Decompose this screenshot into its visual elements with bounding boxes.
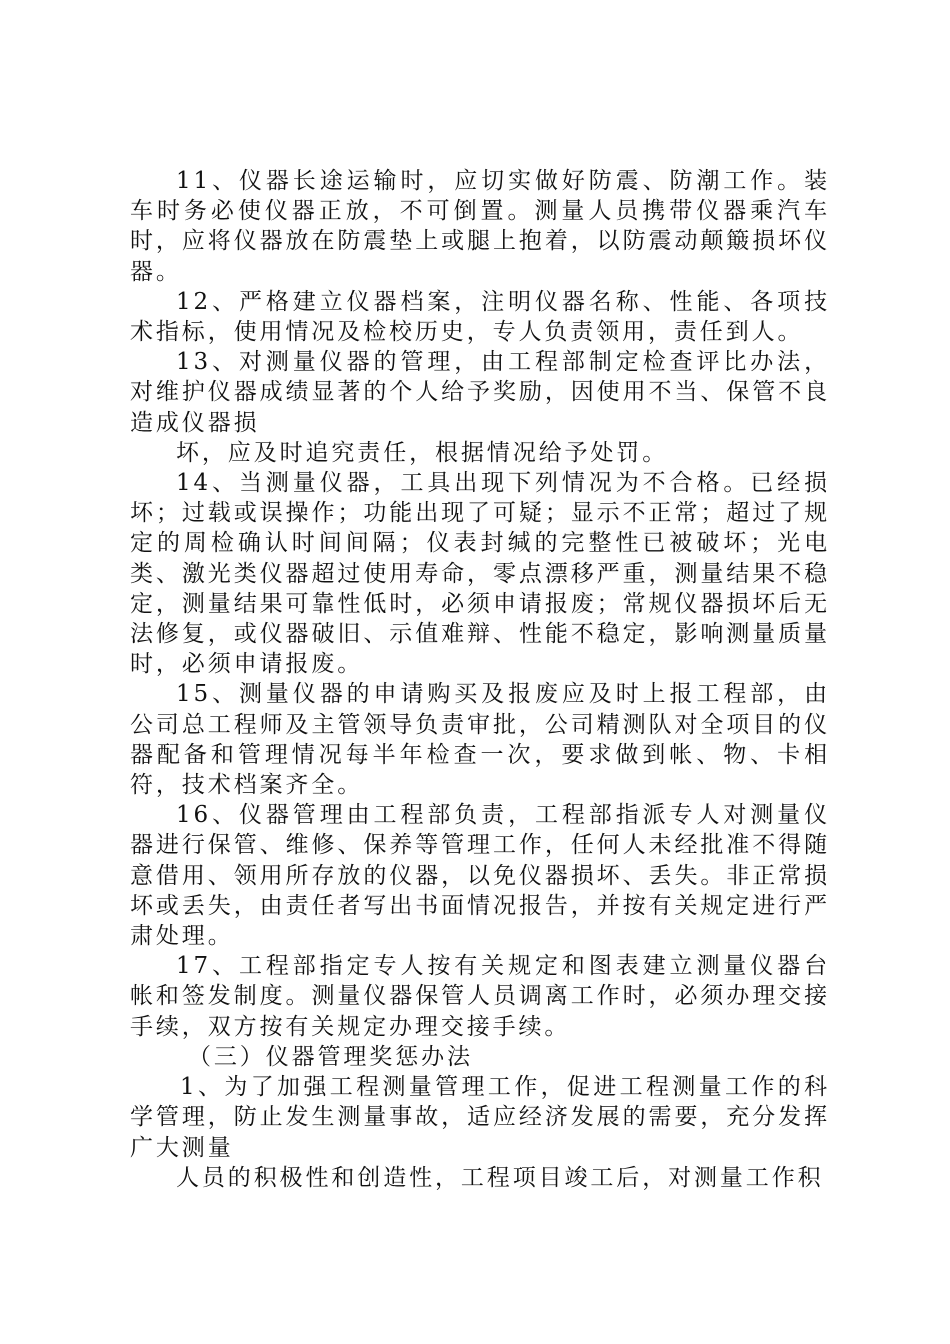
paragraph-item-16: 16、仪器管理由工程部负责，工程部指派专人对测量仪器进行保管、维修、保养等管理工作，任何人未经批准不得随意借用、领用所存放的仪器，以免仪器损坏、丢失。非正常损坏或丢失，由责任者写出书面情况报告，并按有关规定进行严肃处理。 (130, 802, 830, 950)
paragraph-item-11: 11、仪器长途运输时，应切实做好防震、防潮工作。装车时务必使仪器正放，不可倒置。测量人员携带仪器乘汽车时，应将仪器放在防震垫上或腿上抱着，以防震动颠簸损坏仪器。 (130, 168, 830, 285)
paragraph-item-15: 15、测量仪器的申请购买及报废应及时上报工程部，由公司总工程师及主管领导负责审批，公司精测队对全项目的仪器配备和管理情况每半年检查一次，要求做到帐、物、卡相符，技术档案齐全。 (130, 681, 830, 799)
paragraph-reward-1-continued: 人员的积极性和创造性，工程项目竣工后，对测量工作积 (176, 1164, 824, 1191)
paragraph-item-13-continued: 坏，应及时追究责任，根据情况给予处罚。 (176, 439, 669, 466)
section-heading: （三）仪器管理奖惩办法 (188, 1043, 473, 1070)
paragraph-reward-1: 1、为了加强工程测量管理工作，促进工程测量工作的科学管理，防止发生测量事故，适应经济发展的需要，充分发挥广大测量 (130, 1074, 830, 1161)
paragraph-item-14: 14、当测量仪器，工具出现下列情况为不合格。已经损坏；过载或误操作；功能出现了可疑；显示不正常；超过了规定的周检确认时间间隔；仪表封缄的完整性已被破坏；光电类、激光类仪器超过使用寿命，零点漂移严重，测量结果不稳定，测量结果可靠性低时，必须申请报废；常规仪器损坏后无法修复，或仪器破旧、示值难辩、性能不稳定，影响测量质量时，必须申请报废。 (130, 470, 830, 678)
paragraph-item-12: 12、严格建立仪器档案，注明仪器名称、性能、各项技术指标，使用情况及检校历史，专人负责领用，责任到人。 (130, 288, 830, 346)
paragraph-item-13: 13、对测量仪器的管理，由工程部制定检查评比办法，对维护仪器成绩显著的个人给予奖励，因使用不当、保管不良造成仪器损 (130, 349, 830, 436)
document-body (130, 166, 830, 1193)
paragraph-item-17: 17、工程部指定专人按有关规定和图表建立测量仪器台帐和签发制度。测量仪器保管人员调离工作时，必须办理交接手续，双方按有关规定办理交接手续。 (130, 953, 830, 1040)
